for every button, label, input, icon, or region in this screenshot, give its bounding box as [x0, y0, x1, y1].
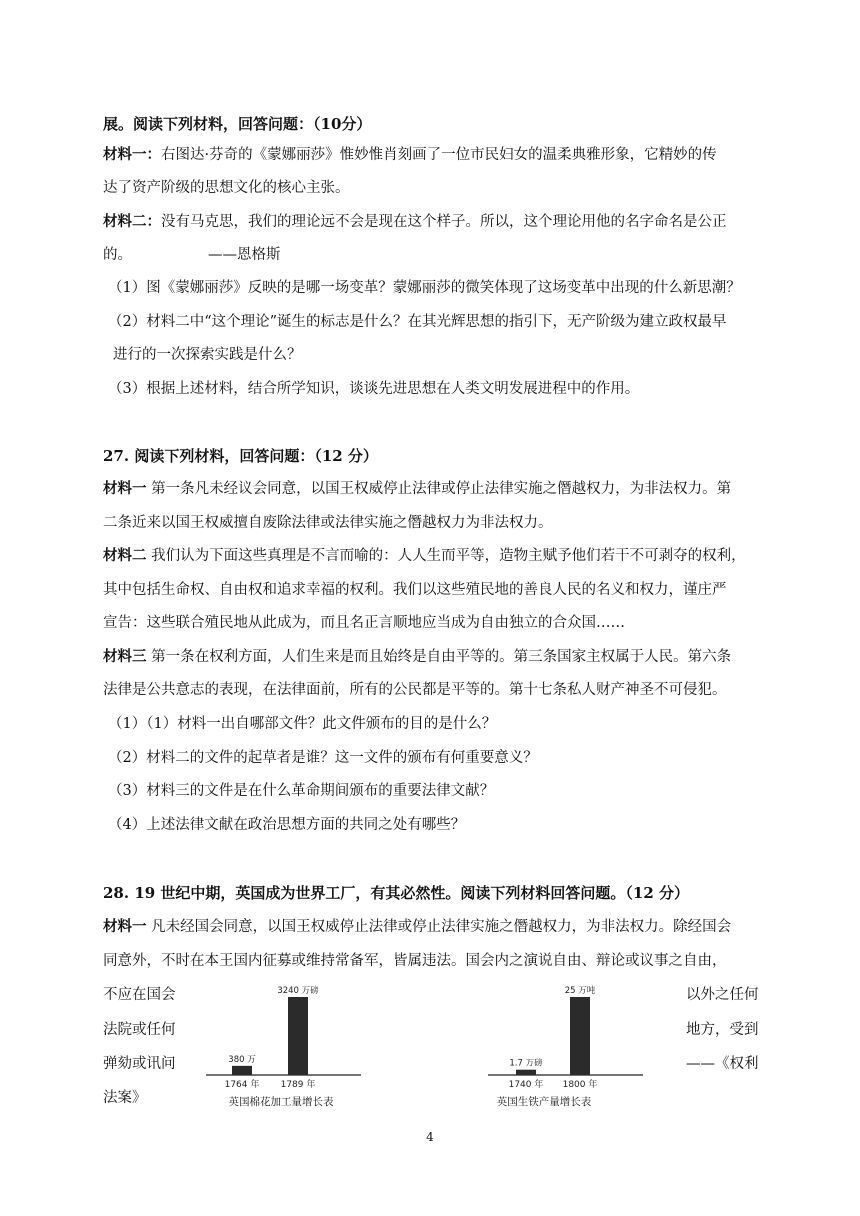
question-2: （2）材料二中“这个理论”诞生的标志是什么？在其光辉思想的指引下，无产阶级为建立政权最早	[108, 314, 727, 330]
material-line: 达了资产阶级的思想文化的核心主张。	[103, 180, 350, 196]
bar	[570, 997, 590, 1075]
category-label: 1740 年	[508, 1080, 544, 1090]
section-heading: 展。阅读下列材料，回答问题：（10分）	[103, 115, 372, 133]
page-number: 4	[426, 1130, 434, 1144]
bar	[516, 1070, 536, 1075]
material-label: 材料一：	[103, 146, 161, 163]
material-label: 材料三	[103, 648, 147, 665]
question-2-cont: 进行的一次探索实践是什么？	[113, 347, 302, 363]
data-label: 1.7 万磅	[509, 1058, 543, 1069]
chart-title: 英国棉花加工量增长表	[228, 1096, 334, 1108]
material-line	[103, 212, 763, 232]
cotton-chart	[196, 980, 386, 1112]
question-28-heading: 28. 19 世纪中期，英国成为世界工厂，有其必然性。阅读下列材料回答问题。（12 分）	[103, 884, 690, 902]
data-label: 380 万	[228, 1054, 256, 1065]
material-label: 材料一	[103, 918, 147, 935]
material-label: 材料一	[103, 480, 147, 497]
wrapped-text-right: 地方，受到	[686, 1022, 759, 1038]
material-text: 的。	[103, 247, 132, 263]
material-line	[103, 917, 763, 937]
material-line	[103, 479, 763, 499]
material-line: 宣告：这些联合殖民地从此成为，而且名正言顺地应当成为自由独立的合众国……	[103, 615, 625, 631]
question-3: （3）根据上述材料，结合所学知识，谈谈先进思想在人类文明发展进程中的作用。	[108, 381, 640, 397]
material-line	[103, 647, 763, 667]
wrapped-text-right: 以外之任何	[686, 987, 759, 1003]
question-27-4: （4）上述法律文献在政治思想方面的共同之处有哪些？	[108, 817, 466, 833]
question-27-1: （1）（1）材料一出自哪部文件？此文件颁布的目的是什么？	[108, 716, 497, 732]
material-line	[103, 245, 763, 265]
material-line	[103, 546, 763, 566]
material-text: 第一条凡未经议会同意，以国王权威停止法律或停止法律实施之僭越权力，为非法权力。第	[151, 481, 732, 497]
data-label: 25 万吨	[564, 986, 596, 996]
material-line: 同意外，不时在本王国内征募或维持常备军，皆属违法。国会内之演说自由、辩论或议事之自由，	[103, 953, 727, 969]
wrapped-text-right: ——《权利	[686, 1056, 759, 1072]
wrapped-text-left: 法院或任何	[103, 1022, 176, 1038]
category-label: 1800 年	[562, 1080, 598, 1090]
question-27-3: （3）材料三的文件是在什么革命期间颁布的重要法律文献？	[108, 783, 495, 799]
material-label: 材料二	[103, 547, 147, 564]
material-line: 其中包括生命权、自由权和追求幸福的权利。我们以这些殖民地的善良人民的名义和权力，谨庄严	[103, 582, 727, 598]
bar	[232, 1066, 252, 1075]
material-text: 第一条在权利方面，人们生来是而且始终是自由平等的。第三条国家主权属于人民。第六条	[151, 649, 732, 665]
material-text: 我们认为下面这些真理是不言而喻的：人人生而平等，造物主赋予他们若干不可剥夺的权利，	[151, 548, 746, 564]
question-1: （1）图《蒙娜丽莎》反映的是哪一场变革？蒙娜丽莎的微笑体现了这场变革中出现的什么新思潮？	[108, 280, 741, 296]
wrapped-text-left: 法案》	[103, 1090, 147, 1106]
iron-chart	[458, 980, 648, 1112]
material-line: 法律是公共意志的表现，在法律面前，所有的公民都是平等的。第十七条私人财产神圣不可侵犯。	[103, 682, 727, 698]
material-line	[103, 145, 763, 165]
material-text: 右图达·芬奇的《蒙娜丽莎》惟妙惟肖刻画了一位市民妇女的温柔典雅形象，它精妙的传	[161, 147, 717, 163]
material-label: 材料二：	[103, 213, 161, 230]
data-label: 3240 万磅	[277, 986, 319, 996]
category-label: 1789 年	[280, 1080, 316, 1090]
wrapped-text-left: 弹劾或讯问	[103, 1056, 176, 1072]
question-27-heading: 27. 阅读下列材料，回答问题：（12 分）	[103, 447, 378, 465]
chart-title: 英国生铁产量增长表	[496, 1096, 592, 1108]
category-label: 1764 年	[224, 1080, 260, 1090]
source-attribution: ——恩格斯	[208, 247, 281, 263]
material-text: 凡未经国会同意，以国王权威停止法律或停止法律实施之僭越权力，为非法权力。除经国会	[151, 919, 732, 935]
question-27-2: （2）材料二的文件的起草者是谁？这一文件的颁布有何重要意义？	[108, 750, 538, 766]
material-line: 二条近来以国王权威擅自废除法律或法律实施之僭越权力为非法权力。	[103, 515, 553, 531]
bar	[288, 997, 308, 1075]
wrapped-text-left: 不应在国会	[103, 987, 176, 1003]
material-text: 没有马克思，我们的理论远不会是现在这个样子。所以，这个理论用他的名字命名是公正	[161, 214, 727, 230]
